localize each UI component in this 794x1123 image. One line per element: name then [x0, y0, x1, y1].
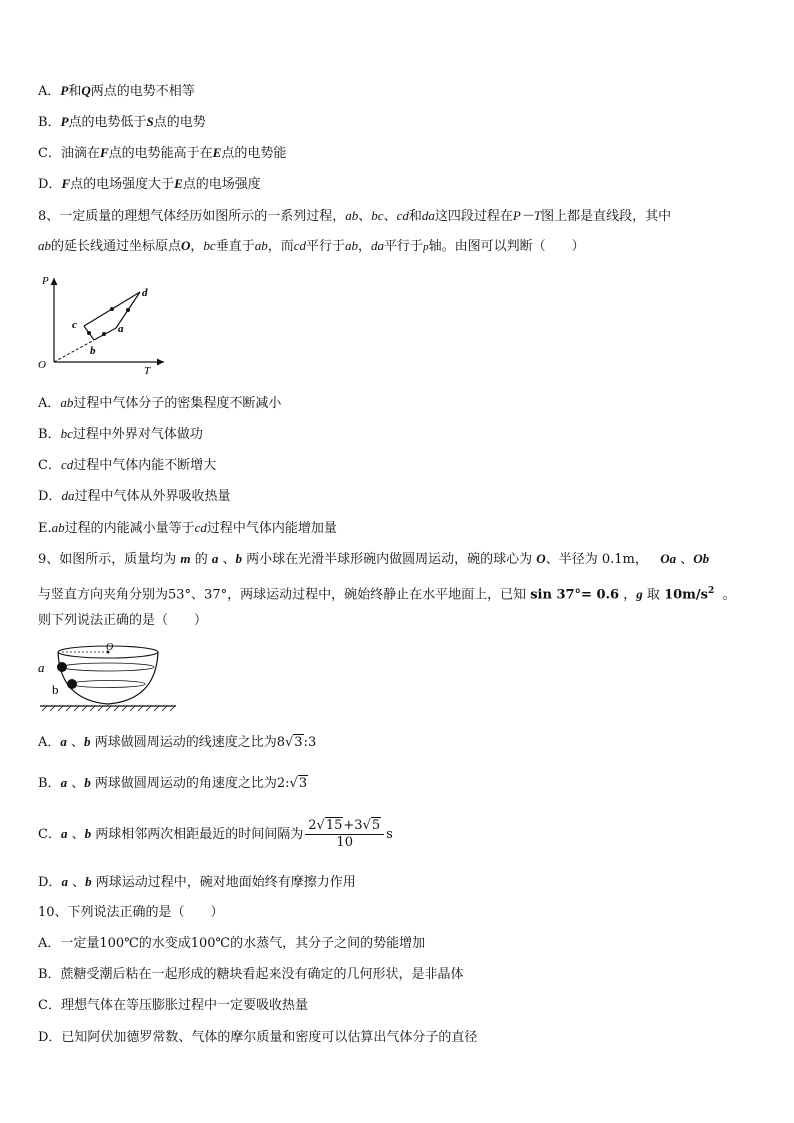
extension-line: [54, 340, 94, 362]
label-d: d: [142, 287, 148, 299]
q9-stem-line2: 与竖直方向夹角分别为53°、37°，两球运动过程中，碗始终静止在水平地面上，已知 sin 37°= 0.6 ，g 取 $10m/s^2$ 。: [38, 586, 736, 603]
arrow-dot-da: [126, 308, 130, 312]
q9-option-b: B．a 、b 两球做圆周运动的角速度之比为2:√3: [38, 775, 308, 791]
arrow-dot-bc: [87, 331, 91, 335]
label-t: T: [144, 365, 151, 377]
label-o: O: [106, 642, 114, 653]
q8-option-e: E.ab过程的内能减小量等于cd过程中气体内能增加量: [38, 520, 337, 536]
q8-option-a: A．ab过程中气体分子的密集程度不断减小: [38, 395, 282, 411]
q8-option-c: C．cd过程中气体内能不断增大: [38, 457, 217, 473]
q9-stem-line3: 则下列说法正确的是（ ）: [38, 613, 208, 628]
arrow-dot-ab: [102, 332, 106, 336]
label-b: b: [52, 682, 59, 697]
label-o: O: [38, 359, 46, 371]
ball-b: [67, 679, 77, 689]
ground-hatching: [42, 706, 175, 711]
q9-option-d: D．a 、b 两球运动过程中，碗对地面始终有摩擦力作用: [38, 874, 356, 890]
q10-stem: 10、下列说法正确的是（ ）: [38, 905, 224, 920]
bowl-diagram: [36, 640, 176, 716]
q10-option-b: B．蔗糖受潮后粘在一起形成的糖块看起来没有确定的几何形状，是非晶体: [38, 967, 464, 982]
label-c: c: [72, 319, 77, 331]
q7-option-b: B．P点的电势低于S点的电势: [38, 114, 206, 130]
arrow-dot-cd: [110, 307, 114, 311]
q9-stem-line1: 9、如图所示，质量均为 m 的 a 、b 两小球在光滑半球形碗内做圆周运动，碗的球心为 O、半径为 0.1m， Oa 、Ob: [38, 551, 710, 567]
q10-option-d: D．已知阿伏加德罗常数、气体的摩尔质量和密度可以估算出气体分子的直径: [38, 1030, 478, 1045]
orbit-a: [62, 663, 154, 671]
bowl-body: [58, 652, 158, 704]
time-interval-fraction: $\frac{2√15+3√5}{10}$: [305, 818, 384, 851]
q10-option-c: C．理想气体在等压膨胀过程中一定要吸收热量: [38, 998, 308, 1013]
q7-option-d: D．F点的电场强度大于E点的电场强度: [38, 176, 261, 192]
q9-option-a: A．a 、b 两球做圆周运动的线速度之比为8√3:3: [38, 734, 317, 750]
pt-diagram: [36, 270, 176, 378]
label-a: a: [38, 660, 45, 675]
orbit-b: [71, 681, 145, 688]
q8-option-d: D．da过程中气体从外界吸收热量: [38, 488, 231, 504]
label-a: a: [118, 323, 124, 335]
q7-option-a: A．P和Q两点的电势不相等: [38, 83, 195, 99]
q8-option-b: B．bc过程中外界对气体做功: [38, 426, 203, 442]
label-b: b: [90, 345, 96, 357]
q10-option-a: A．一定量100℃的水变成100℃的水蒸气，其分子之间的势能增加: [38, 936, 426, 951]
q9-option-c: C．a 、b 两球相邻两次相距最近的时间间隔为 $\frac{2√15+3√5}{10}$ s: [38, 818, 393, 850]
q8-stem-line2: ab的延长线通过坐标原点O，bc垂直于ab，而cd平行于ab，da平行于p轴。由图可以判断（ ）: [38, 238, 585, 254]
ball-a: [57, 662, 67, 672]
label-p: P: [42, 275, 49, 287]
q7-option-c: C．油滴在F点的电势能高于在E点的电势能: [38, 145, 287, 161]
q8-stem-line1: 8、一定质量的理想气体经历如图所示的一系列过程，ab、bc、cd和da这四段过程在P－T图上都是直线段，其中: [38, 208, 672, 224]
